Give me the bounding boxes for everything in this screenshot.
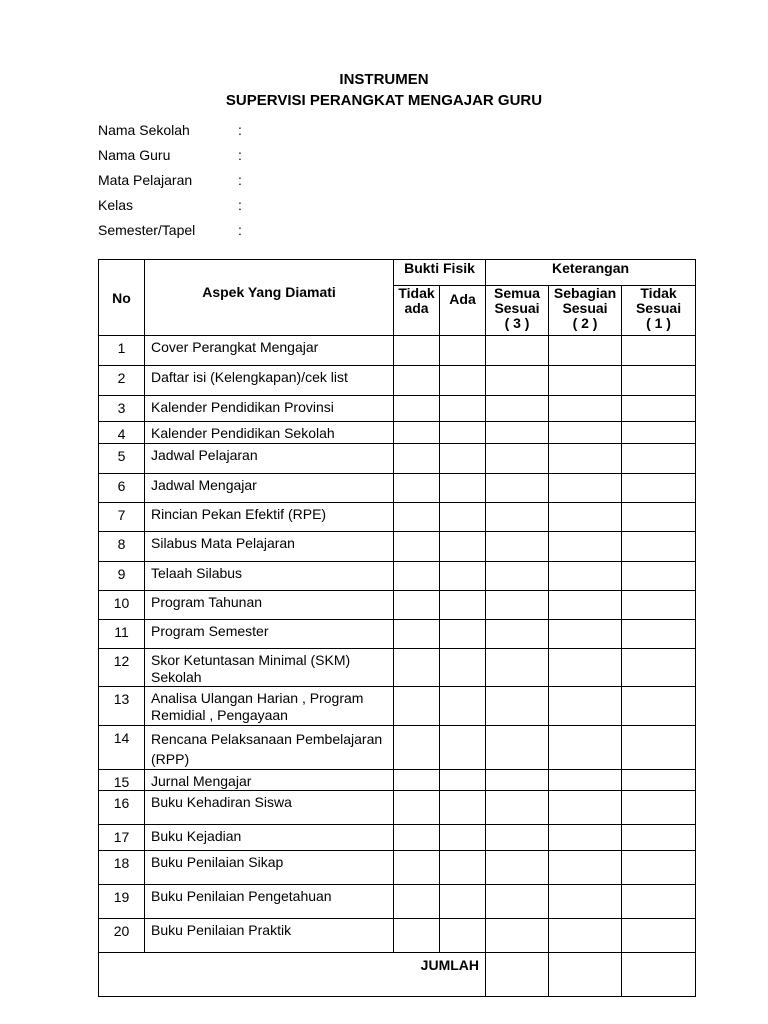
cell-ada[interactable] [440, 919, 486, 953]
cell-tidak-ada[interactable] [394, 791, 440, 825]
cell-semua-sesuai[interactable] [486, 726, 549, 770]
header-text: ada [404, 300, 429, 316]
field-colon: : [238, 197, 242, 213]
cell-tidak-sesuai[interactable] [622, 687, 696, 726]
row-number: 17 [99, 825, 145, 851]
row-number: 7 [99, 503, 145, 532]
cell-semua-sesuai[interactable] [486, 366, 549, 396]
cell-tidak-ada[interactable] [394, 503, 440, 532]
cell-semua-sesuai[interactable] [486, 791, 549, 825]
cell-sebagian-sesuai[interactable] [549, 851, 622, 885]
cell-ada[interactable] [440, 649, 486, 687]
cell-ada[interactable] [440, 851, 486, 885]
cell-sebagian-sesuai[interactable] [549, 620, 622, 649]
table-row [99, 591, 696, 620]
cell-total-tidak-sesuai[interactable] [622, 953, 696, 997]
table-row [99, 791, 696, 825]
row-number: 3 [99, 396, 145, 422]
row-aspek: Buku Kehadiran Siswa [145, 791, 394, 825]
cell-tidak-sesuai[interactable] [622, 851, 696, 885]
cell-tidak-sesuai[interactable] [622, 825, 696, 851]
header-semua-sesuai [486, 286, 549, 336]
cell-sebagian-sesuai[interactable] [549, 422, 622, 444]
field-mata-pelajaran [98, 171, 242, 189]
cell-ada[interactable] [440, 422, 486, 444]
cell-ada[interactable] [440, 687, 486, 726]
cell-tidak-ada[interactable] [394, 885, 440, 919]
table-row [99, 474, 696, 503]
table-row [99, 562, 696, 591]
header-text: Sesuai [494, 300, 540, 316]
cell-tidak-ada[interactable] [394, 620, 440, 649]
header-tidak-sesuai [622, 286, 696, 336]
header-text: Sebagian [553, 285, 617, 301]
row-aspek: Kalender Pendidikan Provinsi [145, 396, 394, 422]
row-aspek: Skor Ketuntasan Minimal (SKM) Sekolah [145, 649, 394, 687]
cell-tidak-sesuai[interactable] [622, 422, 696, 444]
field-label: Kelas [98, 197, 134, 213]
header-text: ( 1 ) [646, 315, 671, 331]
cell-tidak-ada[interactable] [394, 422, 440, 444]
row-aspek: Buku Penilaian Sikap [145, 851, 394, 885]
cell-tidak-sesuai[interactable] [622, 591, 696, 620]
cell-sebagian-sesuai[interactable] [549, 885, 622, 919]
cell-semua-sesuai[interactable] [486, 503, 549, 532]
field-label: Nama Sekolah [98, 122, 190, 138]
cell-semua-sesuai[interactable] [486, 474, 549, 503]
cell-tidak-sesuai[interactable] [622, 885, 696, 919]
cell-ada[interactable] [440, 825, 486, 851]
cell-tidak-ada[interactable] [394, 532, 440, 562]
cell-semua-sesuai[interactable] [486, 885, 549, 919]
cell-tidak-sesuai[interactable] [622, 620, 696, 649]
row-aspek: Program Semester [145, 620, 394, 649]
table-row [99, 503, 696, 532]
row-number: 4 [99, 422, 145, 444]
field-label: Mata Pelajaran [98, 172, 193, 188]
document-title: INSTRUMEN [339, 71, 429, 88]
table-header-row-1 [99, 260, 696, 286]
header-ada [440, 286, 486, 336]
row-number: 5 [99, 444, 145, 474]
row-aspek: Analisa Ulangan Harian , Program Remidial , Pengayaan [145, 687, 394, 726]
row-number: 19 [99, 885, 145, 919]
row-number: 1 [99, 336, 145, 366]
cell-semua-sesuai[interactable] [486, 649, 549, 687]
field-colon: : [238, 172, 242, 188]
row-number: 10 [99, 591, 145, 620]
table-row [99, 726, 696, 770]
table-row [99, 336, 696, 366]
row-aspek: Buku Penilaian Pengetahuan [145, 885, 394, 919]
row-number: 12 [99, 649, 145, 687]
row-number: 8 [99, 532, 145, 562]
cell-sebagian-sesuai[interactable] [549, 562, 622, 591]
row-aspek: Buku Penilaian Praktik [145, 919, 394, 953]
header-text: Tidak [640, 285, 677, 301]
total-label: JUMLAH [99, 953, 486, 997]
cell-tidak-sesuai[interactable] [622, 726, 696, 770]
cell-semua-sesuai[interactable] [486, 851, 549, 885]
row-number: 9 [99, 562, 145, 591]
table-row [99, 770, 696, 791]
header-text: Sesuai [635, 300, 682, 316]
cell-tidak-ada[interactable] [394, 649, 440, 687]
row-number: 16 [99, 791, 145, 825]
row-aspek: Program Tahunan [145, 591, 394, 620]
supervision-table [98, 259, 696, 997]
row-number: 20 [99, 919, 145, 953]
cell-sebagian-sesuai[interactable] [549, 366, 622, 396]
cell-semua-sesuai[interactable] [486, 422, 549, 444]
row-aspek: Silabus Mata Pelajaran [145, 532, 394, 562]
cell-sebagian-sesuai[interactable] [549, 919, 622, 953]
cell-ada[interactable] [440, 791, 486, 825]
cell-tidak-ada[interactable] [394, 919, 440, 953]
cell-semua-sesuai[interactable] [486, 396, 549, 422]
header-text: Semua [494, 285, 540, 301]
cell-tidak-ada[interactable] [394, 366, 440, 396]
cell-ada[interactable] [440, 396, 486, 422]
cell-tidak-sesuai[interactable] [622, 791, 696, 825]
cell-tidak-sesuai[interactable] [622, 366, 696, 396]
table-row [99, 422, 696, 444]
cell-ada[interactable] [440, 366, 486, 396]
cell-tidak-sesuai[interactable] [622, 919, 696, 953]
row-aspek: Rincian Pekan Efektif (RPE) [145, 503, 394, 532]
cell-ada[interactable] [440, 591, 486, 620]
row-aspek: Jadwal Mengajar [145, 474, 394, 503]
cell-tidak-sesuai[interactable] [622, 474, 696, 503]
cell-sebagian-sesuai[interactable] [549, 503, 622, 532]
field-nama-guru [98, 146, 242, 164]
cell-ada[interactable] [440, 474, 486, 503]
row-number: 6 [99, 474, 145, 503]
row-aspek: Buku Kejadian [145, 825, 394, 851]
cell-total-sebagian-sesuai[interactable] [549, 953, 622, 997]
cell-ada[interactable] [440, 885, 486, 919]
cell-semua-sesuai[interactable] [486, 562, 549, 591]
cell-semua-sesuai[interactable] [486, 825, 549, 851]
table-row [99, 620, 696, 649]
cell-tidak-sesuai[interactable] [622, 336, 696, 366]
cell-semua-sesuai[interactable] [486, 591, 549, 620]
field-label: Semester/Tapel [98, 222, 196, 238]
cell-tidak-ada[interactable] [394, 396, 440, 422]
row-number: 14 [99, 726, 145, 770]
cell-sebagian-sesuai[interactable] [549, 474, 622, 503]
cell-tidak-sesuai[interactable] [622, 649, 696, 687]
field-colon: : [238, 222, 242, 238]
table-row [99, 825, 696, 851]
cell-tidak-ada[interactable] [394, 851, 440, 885]
row-number: 2 [99, 366, 145, 396]
header-bukti-fisik: Bukti Fisik [394, 260, 486, 286]
cell-tidak-ada[interactable] [394, 444, 440, 474]
cell-tidak-ada[interactable] [394, 474, 440, 503]
cell-ada[interactable] [440, 562, 486, 591]
cell-tidak-ada[interactable] [394, 562, 440, 591]
row-aspek: Daftar isi (Kelengkapan)/cek list [145, 366, 394, 396]
cell-sebagian-sesuai[interactable] [549, 649, 622, 687]
cell-tidak-ada[interactable] [394, 825, 440, 851]
header-sebagian-sesuai [549, 286, 622, 336]
cell-sebagian-sesuai[interactable] [549, 336, 622, 366]
cell-tidak-ada[interactable] [394, 336, 440, 366]
cell-tidak-ada[interactable] [394, 687, 440, 726]
row-aspek: Telaah Silabus [145, 562, 394, 591]
table-row [99, 851, 696, 885]
cell-sebagian-sesuai[interactable] [549, 726, 622, 770]
table-row [99, 366, 696, 396]
field-colon: : [238, 122, 242, 138]
cell-tidak-sesuai[interactable] [622, 562, 696, 591]
cell-ada[interactable] [440, 336, 486, 366]
cell-tidak-sesuai[interactable] [622, 770, 696, 791]
header-text: ( 3 ) [504, 315, 530, 331]
cell-semua-sesuai[interactable] [486, 770, 549, 791]
cell-tidak-sesuai[interactable] [622, 532, 696, 562]
cell-ada[interactable] [440, 770, 486, 791]
cell-sebagian-sesuai[interactable] [549, 444, 622, 474]
row-aspek: Rencana Pelaksanaan Pembelajaran (RPP) [145, 726, 394, 770]
table-row [99, 649, 696, 687]
header-no: No [99, 260, 145, 336]
cell-semua-sesuai[interactable] [486, 919, 549, 953]
cell-semua-sesuai[interactable] [486, 687, 549, 726]
table-row [99, 532, 696, 562]
cell-ada[interactable] [440, 726, 486, 770]
cell-sebagian-sesuai[interactable] [549, 791, 622, 825]
cell-tidak-ada[interactable] [394, 591, 440, 620]
cell-sebagian-sesuai[interactable] [549, 770, 622, 791]
cell-semua-sesuai[interactable] [486, 620, 549, 649]
row-number: 13 [99, 687, 145, 726]
row-number: 15 [99, 770, 145, 791]
table-row [99, 444, 696, 474]
cell-total-semua-sesuai[interactable] [486, 953, 549, 997]
cell-semua-sesuai[interactable] [486, 444, 549, 474]
cell-sebagian-sesuai[interactable] [549, 396, 622, 422]
cell-tidak-sesuai[interactable] [622, 444, 696, 474]
field-colon: : [238, 147, 242, 163]
row-number: 11 [99, 620, 145, 649]
cell-tidak-sesuai[interactable] [622, 503, 696, 532]
cell-sebagian-sesuai[interactable] [549, 687, 622, 726]
cell-tidak-ada[interactable] [394, 770, 440, 791]
cell-sebagian-sesuai[interactable] [549, 532, 622, 562]
header-text: ( 2 ) [572, 315, 598, 331]
field-semester-tapel [98, 221, 242, 239]
header-tidak-ada [394, 286, 440, 336]
header-aspek: Aspek Yang Diamati [145, 260, 394, 336]
table-row [99, 919, 696, 953]
header-text: Tidak [398, 285, 435, 301]
header-text: Ada [449, 291, 476, 307]
cell-tidak-ada[interactable] [394, 726, 440, 770]
cell-ada[interactable] [440, 620, 486, 649]
row-aspek: Cover Perangkat Mengajar [145, 336, 394, 366]
header-keterangan: Keterangan [486, 260, 696, 286]
document-subtitle: SUPERVISI PERANGKAT MENGAJAR GURU [225, 92, 543, 109]
field-label: Nama Guru [98, 147, 171, 163]
table-total-row [99, 953, 696, 997]
cell-ada[interactable] [440, 444, 486, 474]
table-row [99, 885, 696, 919]
cell-ada[interactable] [440, 503, 486, 532]
row-aspek: Jurnal Mengajar [145, 770, 394, 791]
cell-sebagian-sesuai[interactable] [549, 591, 622, 620]
cell-semua-sesuai[interactable] [486, 336, 549, 366]
cell-semua-sesuai[interactable] [486, 532, 549, 562]
row-aspek: Kalender Pendidikan Sekolah [145, 422, 394, 444]
table-row [99, 687, 696, 726]
field-kelas [98, 196, 242, 214]
field-nama-sekolah [98, 121, 242, 139]
cell-ada[interactable] [440, 532, 486, 562]
table-row [99, 396, 696, 422]
row-aspek: Jadwal Pelajaran [145, 444, 394, 474]
header-text: Sesuai [562, 300, 608, 316]
row-number: 18 [99, 851, 145, 885]
cell-tidak-sesuai[interactable] [622, 396, 696, 422]
cell-sebagian-sesuai[interactable] [549, 825, 622, 851]
